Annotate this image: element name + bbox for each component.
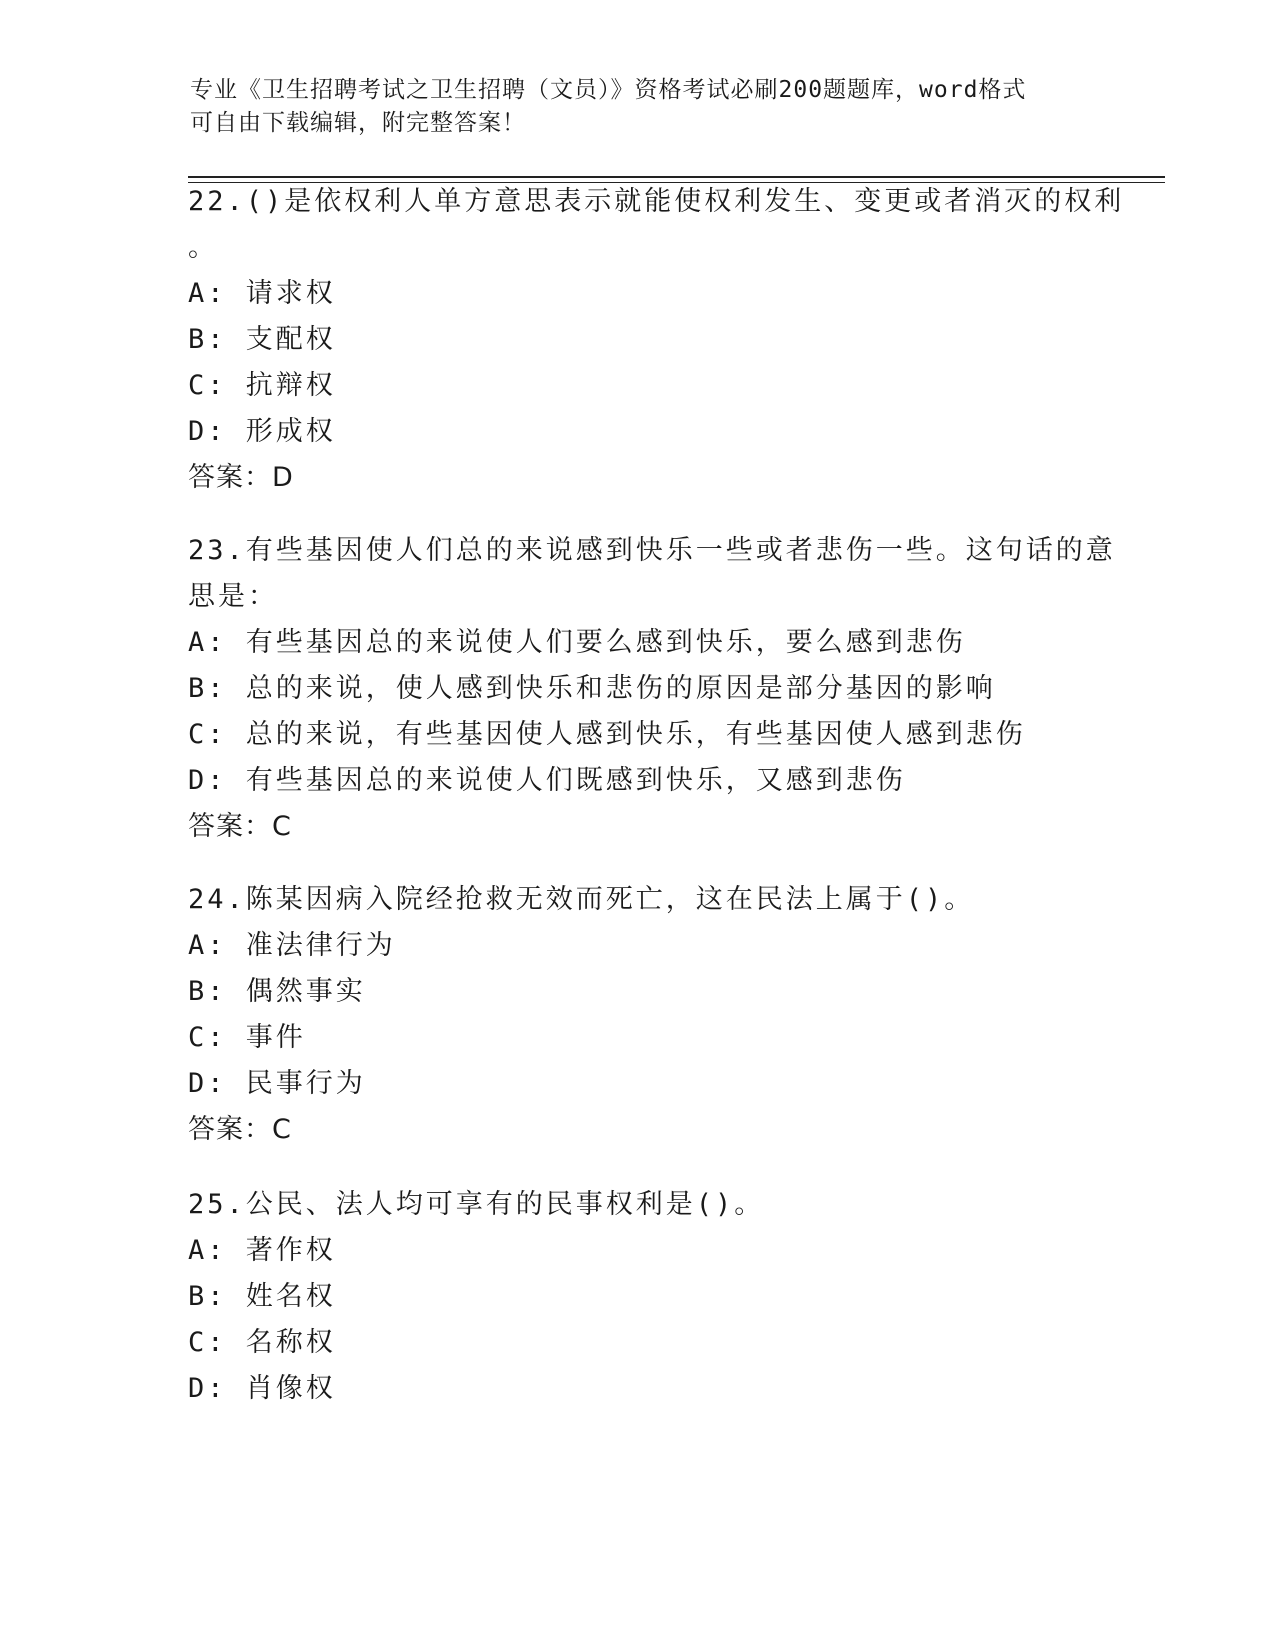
answer-label: 答案：C [188, 1114, 292, 1145]
question-25 [188, 1182, 1088, 1412]
question-stem-continued: 思是： [188, 581, 278, 612]
option-b: B: 支配权 [188, 324, 336, 355]
question-22 [188, 179, 1125, 501]
answer-label: 答案：D [188, 462, 294, 493]
question-23 [188, 528, 1116, 850]
option-a: A: 请求权 [188, 278, 336, 309]
option-d: D: 民事行为 [188, 1068, 366, 1099]
question-stem: 25.公民、法人均可享有的民事权利是()。 [188, 1189, 765, 1220]
option-d: D: 肖像权 [188, 1373, 336, 1404]
question-24 [188, 877, 1088, 1153]
question-stem: 24.陈某因病入院经抢救无效而死亡，这在民法上属于()。 [188, 884, 975, 915]
answer-label: 答案：C [188, 811, 292, 842]
option-b: B: 姓名权 [188, 1281, 336, 1312]
header-divider-thick [188, 176, 1165, 178]
option-c: C: 事件 [188, 1022, 306, 1053]
question-stem-continued: 。 [188, 232, 218, 263]
option-a: A: 著作权 [188, 1235, 336, 1266]
option-b: B: 总的来说，使人感到快乐和悲伤的原因是部分基因的影响 [188, 673, 996, 704]
header-line-2: 可自由下载编辑，附完整答案！ [190, 110, 526, 136]
option-c: C: 总的来说，有些基因使人感到快乐，有些基因使人感到悲伤 [188, 719, 1026, 750]
option-a: A: 准法律行为 [188, 930, 396, 961]
option-c: C: 抗辩权 [188, 370, 336, 401]
question-stem: 23.有些基因使人们总的来说感到快乐一些或者悲伤一些。这句话的意 [188, 535, 1116, 566]
header-line-1: 专业《卫生招聘考试之卫生招聘（文员）》资格考试必刷200题题库，word格式 [190, 77, 1027, 103]
question-stem: 22.()是依权利人单方意思表示就能使权利发生、变更或者消灭的权利 [188, 186, 1125, 217]
option-b: B: 偶然事实 [188, 976, 366, 1007]
option-a: A: 有些基因总的来说使人们要么感到快乐，要么感到悲伤 [188, 627, 966, 658]
option-d: D: 形成权 [188, 416, 336, 447]
document-header [190, 74, 1090, 140]
option-d: D: 有些基因总的来说使人们既感到快乐，又感到悲伤 [188, 765, 906, 796]
option-c: C: 名称权 [188, 1327, 336, 1358]
